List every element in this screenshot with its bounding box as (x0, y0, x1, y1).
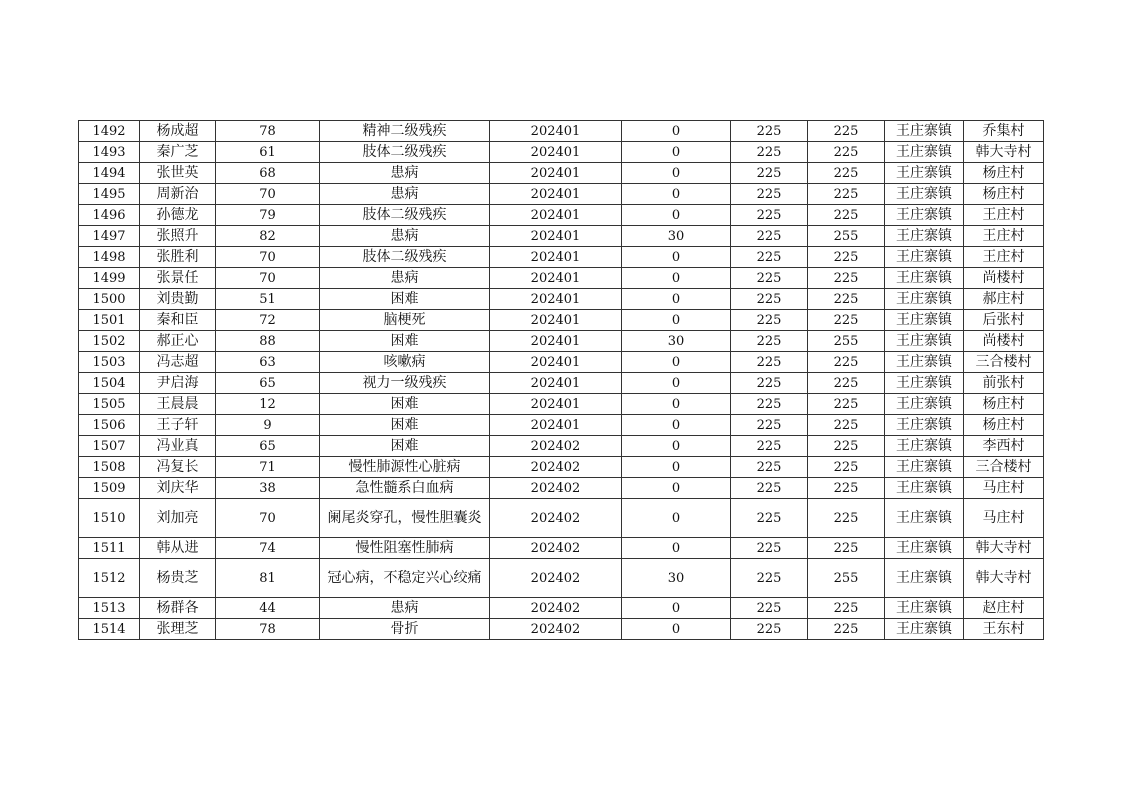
total-cell: 225 (808, 538, 885, 559)
id-cell: 1496 (79, 205, 140, 226)
month-cell: 202401 (490, 226, 622, 247)
village-cell: 后张村 (964, 310, 1044, 331)
name-cell: 周新治 (140, 184, 216, 205)
town-cell: 王庄寨镇 (885, 142, 964, 163)
extra-cell: 0 (622, 163, 731, 184)
total-cell: 225 (808, 142, 885, 163)
table-row (79, 373, 1044, 394)
age-cell: 70 (216, 268, 320, 289)
reason-cell: 困难 (320, 415, 490, 436)
reason-cell: 精神二级残疾 (320, 121, 490, 142)
village-cell: 杨庄村 (964, 415, 1044, 436)
id-cell: 1508 (79, 457, 140, 478)
name-cell: 王晨晨 (140, 394, 216, 415)
reason-cell: 患病 (320, 184, 490, 205)
town-cell: 王庄寨镇 (885, 457, 964, 478)
base-cell: 225 (731, 121, 808, 142)
village-cell: 杨庄村 (964, 163, 1044, 184)
reason-cell: 视力一级残疾 (320, 373, 490, 394)
total-cell: 225 (808, 478, 885, 499)
town-cell: 王庄寨镇 (885, 538, 964, 559)
name-cell: 尹启海 (140, 373, 216, 394)
town-cell: 王庄寨镇 (885, 268, 964, 289)
age-cell: 81 (216, 559, 320, 598)
base-cell: 225 (731, 163, 808, 184)
base-cell: 225 (731, 559, 808, 598)
id-cell: 1502 (79, 331, 140, 352)
id-cell: 1514 (79, 619, 140, 640)
month-cell: 202402 (490, 619, 622, 640)
village-cell: 韩大寺村 (964, 538, 1044, 559)
month-cell: 202401 (490, 184, 622, 205)
name-cell: 杨群各 (140, 598, 216, 619)
town-cell: 王庄寨镇 (885, 499, 964, 538)
total-cell: 225 (808, 310, 885, 331)
age-cell: 68 (216, 163, 320, 184)
reason-cell: 患病 (320, 268, 490, 289)
village-cell: 尚楼村 (964, 268, 1044, 289)
age-cell: 12 (216, 394, 320, 415)
name-cell: 王子轩 (140, 415, 216, 436)
total-cell: 225 (808, 373, 885, 394)
id-cell: 1492 (79, 121, 140, 142)
total-cell: 255 (808, 559, 885, 598)
table-row (79, 289, 1044, 310)
month-cell: 202401 (490, 247, 622, 268)
age-cell: 63 (216, 352, 320, 373)
id-cell: 1500 (79, 289, 140, 310)
village-cell: 尚楼村 (964, 331, 1044, 352)
table-row (79, 163, 1044, 184)
reason-cell: 患病 (320, 163, 490, 184)
base-cell: 225 (731, 415, 808, 436)
town-cell: 王庄寨镇 (885, 352, 964, 373)
extra-cell: 0 (622, 436, 731, 457)
id-cell: 1504 (79, 373, 140, 394)
id-cell: 1511 (79, 538, 140, 559)
name-cell: 秦和臣 (140, 310, 216, 331)
table-row (79, 142, 1044, 163)
id-cell: 1495 (79, 184, 140, 205)
table-row (79, 310, 1044, 331)
base-cell: 225 (731, 142, 808, 163)
village-cell: 王东村 (964, 619, 1044, 640)
id-cell: 1509 (79, 478, 140, 499)
table-row (79, 394, 1044, 415)
age-cell: 82 (216, 226, 320, 247)
extra-cell: 0 (622, 373, 731, 394)
extra-cell: 30 (622, 226, 731, 247)
base-cell: 225 (731, 598, 808, 619)
id-cell: 1497 (79, 226, 140, 247)
total-cell: 225 (808, 247, 885, 268)
name-cell: 冯业真 (140, 436, 216, 457)
month-cell: 202401 (490, 394, 622, 415)
reason-cell: 肢体二级残疾 (320, 142, 490, 163)
village-cell: 马庄村 (964, 499, 1044, 538)
table-row (79, 415, 1044, 436)
id-cell: 1505 (79, 394, 140, 415)
extra-cell: 0 (622, 310, 731, 331)
id-cell: 1507 (79, 436, 140, 457)
reason-cell: 肢体二级残疾 (320, 247, 490, 268)
town-cell: 王庄寨镇 (885, 598, 964, 619)
month-cell: 202401 (490, 121, 622, 142)
id-cell: 1513 (79, 598, 140, 619)
month-cell: 202401 (490, 205, 622, 226)
reason-cell: 急性髓系白血病 (320, 478, 490, 499)
extra-cell: 0 (622, 289, 731, 310)
extra-cell: 0 (622, 538, 731, 559)
village-cell: 王庄村 (964, 247, 1044, 268)
age-cell: 38 (216, 478, 320, 499)
month-cell: 202401 (490, 352, 622, 373)
table-row (79, 205, 1044, 226)
extra-cell: 0 (622, 184, 731, 205)
age-cell: 88 (216, 331, 320, 352)
base-cell: 225 (731, 619, 808, 640)
total-cell: 225 (808, 163, 885, 184)
table-row (79, 226, 1044, 247)
extra-cell: 0 (622, 478, 731, 499)
total-cell: 225 (808, 436, 885, 457)
table-row (79, 598, 1044, 619)
total-cell: 225 (808, 394, 885, 415)
age-cell: 78 (216, 121, 320, 142)
name-cell: 韩从进 (140, 538, 216, 559)
total-cell: 225 (808, 499, 885, 538)
village-cell: 前张村 (964, 373, 1044, 394)
extra-cell: 0 (622, 352, 731, 373)
total-cell: 225 (808, 619, 885, 640)
name-cell: 刘庆华 (140, 478, 216, 499)
reason-cell: 慢性阻塞性肺病 (320, 538, 490, 559)
name-cell: 孙德龙 (140, 205, 216, 226)
age-cell: 65 (216, 373, 320, 394)
table-row (79, 268, 1044, 289)
month-cell: 202402 (490, 436, 622, 457)
table-row (79, 436, 1044, 457)
table-body (79, 121, 1044, 640)
base-cell: 225 (731, 331, 808, 352)
village-cell: 王庄村 (964, 205, 1044, 226)
id-cell: 1503 (79, 352, 140, 373)
age-cell: 70 (216, 499, 320, 538)
extra-cell: 0 (622, 457, 731, 478)
name-cell: 冯志超 (140, 352, 216, 373)
table-row (79, 457, 1044, 478)
month-cell: 202402 (490, 598, 622, 619)
age-cell: 70 (216, 247, 320, 268)
village-cell: 韩大寺村 (964, 559, 1044, 598)
name-cell: 刘加亮 (140, 499, 216, 538)
town-cell: 王庄寨镇 (885, 121, 964, 142)
base-cell: 225 (731, 226, 808, 247)
town-cell: 王庄寨镇 (885, 415, 964, 436)
name-cell: 郝正心 (140, 331, 216, 352)
extra-cell: 30 (622, 331, 731, 352)
village-cell: 乔集村 (964, 121, 1044, 142)
total-cell: 225 (808, 205, 885, 226)
total-cell: 225 (808, 268, 885, 289)
base-cell: 225 (731, 394, 808, 415)
extra-cell: 0 (622, 598, 731, 619)
age-cell: 44 (216, 598, 320, 619)
total-cell: 225 (808, 352, 885, 373)
name-cell: 张世英 (140, 163, 216, 184)
village-cell: 杨庄村 (964, 394, 1044, 415)
name-cell: 张照升 (140, 226, 216, 247)
table-row (79, 331, 1044, 352)
base-cell: 225 (731, 268, 808, 289)
id-cell: 1498 (79, 247, 140, 268)
name-cell: 杨成超 (140, 121, 216, 142)
age-cell: 70 (216, 184, 320, 205)
extra-cell: 0 (622, 394, 731, 415)
month-cell: 202402 (490, 538, 622, 559)
month-cell: 202401 (490, 289, 622, 310)
village-cell: 三合楼村 (964, 352, 1044, 373)
base-cell: 225 (731, 499, 808, 538)
reason-cell: 脑梗死 (320, 310, 490, 331)
table-row (79, 559, 1044, 598)
reason-cell: 困难 (320, 436, 490, 457)
month-cell: 202401 (490, 268, 622, 289)
base-cell: 225 (731, 373, 808, 394)
base-cell: 225 (731, 478, 808, 499)
month-cell: 202401 (490, 331, 622, 352)
village-cell: 三合楼村 (964, 457, 1044, 478)
town-cell: 王庄寨镇 (885, 289, 964, 310)
table-row (79, 184, 1044, 205)
reason-cell: 患病 (320, 226, 490, 247)
reason-cell: 肢体二级残疾 (320, 205, 490, 226)
table-row (79, 247, 1044, 268)
age-cell: 51 (216, 289, 320, 310)
month-cell: 202401 (490, 142, 622, 163)
base-cell: 225 (731, 289, 808, 310)
extra-cell: 0 (622, 142, 731, 163)
village-cell: 杨庄村 (964, 184, 1044, 205)
village-cell: 李西村 (964, 436, 1044, 457)
extra-cell: 0 (622, 121, 731, 142)
name-cell: 张理芝 (140, 619, 216, 640)
table-row (79, 352, 1044, 373)
age-cell: 74 (216, 538, 320, 559)
town-cell: 王庄寨镇 (885, 247, 964, 268)
reason-cell: 慢性肺源性心脏病 (320, 457, 490, 478)
total-cell: 255 (808, 331, 885, 352)
town-cell: 王庄寨镇 (885, 226, 964, 247)
town-cell: 王庄寨镇 (885, 205, 964, 226)
id-cell: 1512 (79, 559, 140, 598)
month-cell: 202401 (490, 163, 622, 184)
base-cell: 225 (731, 436, 808, 457)
total-cell: 225 (808, 598, 885, 619)
reason-cell: 困难 (320, 331, 490, 352)
table-row (79, 499, 1044, 538)
village-cell: 王庄村 (964, 226, 1044, 247)
total-cell: 225 (808, 184, 885, 205)
reason-cell: 冠心病，不稳定兴心绞痛 (320, 559, 490, 598)
reason-cell: 咳嗽病 (320, 352, 490, 373)
total-cell: 225 (808, 415, 885, 436)
age-cell: 72 (216, 310, 320, 331)
age-cell: 79 (216, 205, 320, 226)
town-cell: 王庄寨镇 (885, 478, 964, 499)
town-cell: 王庄寨镇 (885, 373, 964, 394)
base-cell: 225 (731, 247, 808, 268)
name-cell: 张胜利 (140, 247, 216, 268)
town-cell: 王庄寨镇 (885, 331, 964, 352)
base-cell: 225 (731, 457, 808, 478)
month-cell: 202402 (490, 499, 622, 538)
month-cell: 202401 (490, 415, 622, 436)
reason-cell: 困难 (320, 289, 490, 310)
month-cell: 202402 (490, 478, 622, 499)
extra-cell: 0 (622, 499, 731, 538)
reason-cell: 骨折 (320, 619, 490, 640)
base-cell: 225 (731, 310, 808, 331)
name-cell: 刘贵勤 (140, 289, 216, 310)
month-cell: 202401 (490, 373, 622, 394)
reason-cell: 患病 (320, 598, 490, 619)
base-cell: 225 (731, 352, 808, 373)
extra-cell: 0 (622, 205, 731, 226)
total-cell: 225 (808, 289, 885, 310)
town-cell: 王庄寨镇 (885, 310, 964, 331)
base-cell: 225 (731, 184, 808, 205)
id-cell: 1501 (79, 310, 140, 331)
town-cell: 王庄寨镇 (885, 394, 964, 415)
age-cell: 65 (216, 436, 320, 457)
id-cell: 1493 (79, 142, 140, 163)
name-cell: 张景任 (140, 268, 216, 289)
extra-cell: 0 (622, 268, 731, 289)
id-cell: 1494 (79, 163, 140, 184)
town-cell: 王庄寨镇 (885, 184, 964, 205)
name-cell: 秦广芝 (140, 142, 216, 163)
town-cell: 王庄寨镇 (885, 619, 964, 640)
total-cell: 255 (808, 226, 885, 247)
extra-cell: 0 (622, 415, 731, 436)
village-cell: 郝庄村 (964, 289, 1044, 310)
name-cell: 杨贵芝 (140, 559, 216, 598)
total-cell: 225 (808, 457, 885, 478)
table-row (79, 538, 1044, 559)
village-cell: 赵庄村 (964, 598, 1044, 619)
age-cell: 61 (216, 142, 320, 163)
base-cell: 225 (731, 538, 808, 559)
id-cell: 1510 (79, 499, 140, 538)
extra-cell: 30 (622, 559, 731, 598)
extra-cell: 0 (622, 619, 731, 640)
total-cell: 225 (808, 121, 885, 142)
table-row (79, 478, 1044, 499)
name-cell: 冯复长 (140, 457, 216, 478)
month-cell: 202402 (490, 559, 622, 598)
age-cell: 71 (216, 457, 320, 478)
month-cell: 202402 (490, 457, 622, 478)
age-cell: 78 (216, 619, 320, 640)
extra-cell: 0 (622, 247, 731, 268)
reason-cell: 困难 (320, 394, 490, 415)
table-row (79, 121, 1044, 142)
base-cell: 225 (731, 205, 808, 226)
table-row (79, 619, 1044, 640)
age-cell: 9 (216, 415, 320, 436)
town-cell: 王庄寨镇 (885, 436, 964, 457)
town-cell: 王庄寨镇 (885, 163, 964, 184)
reason-cell: 阑尾炎穿孔，慢性胆囊炎 (320, 499, 490, 538)
village-cell: 韩大寺村 (964, 142, 1044, 163)
town-cell: 王庄寨镇 (885, 559, 964, 598)
month-cell: 202401 (490, 310, 622, 331)
id-cell: 1499 (79, 268, 140, 289)
id-cell: 1506 (79, 415, 140, 436)
data-table (78, 120, 1044, 640)
village-cell: 马庄村 (964, 478, 1044, 499)
